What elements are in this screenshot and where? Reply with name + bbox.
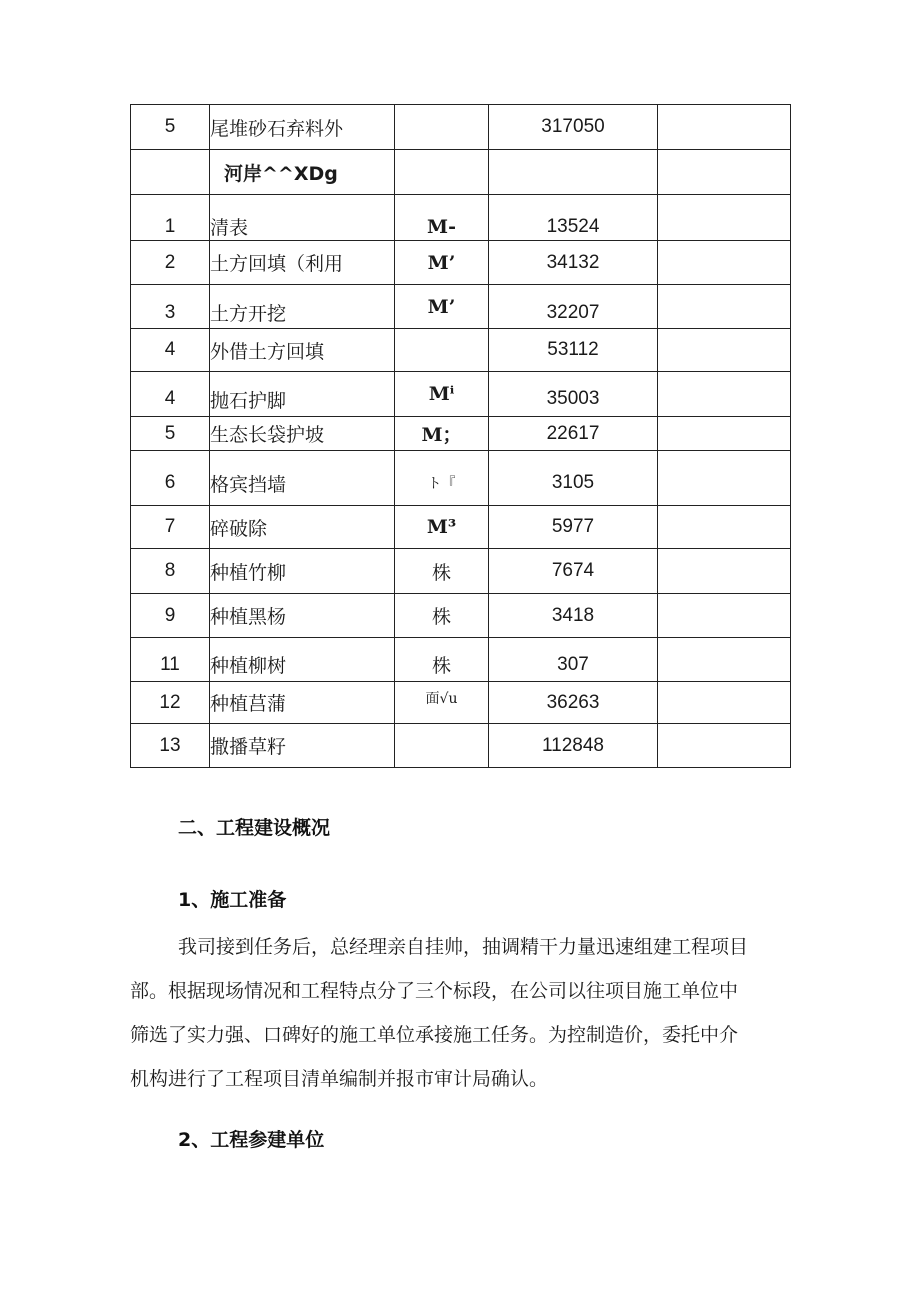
item-quantity [489,150,658,195]
table-row [131,594,791,638]
paragraph-line: 我司接到任务后，总经理亲自挂帅，抽调精干力量迅速组建工程项目 [178,936,749,958]
item-name: 种植竹柳 [210,549,395,594]
item-quantity: 7674 [489,549,658,594]
item-quantity: 13524 [489,195,658,241]
table-row [131,372,791,417]
row-number: 4 [131,372,210,417]
subsection-heading-participants: 2、工程参建单位 [178,1129,325,1151]
paragraph-preparation [130,925,790,1101]
item-quantity: 307 [489,638,658,682]
item-name: 尾堆砂石弃料外 [210,105,395,150]
section-name: 河岸^^XDg [210,150,395,195]
item-unit [395,105,489,150]
table-row [131,105,791,150]
item-unit: 面√u [395,682,489,724]
row-number: 12 [131,682,210,724]
item-name: 外借土方回填 [210,329,395,372]
item-name: 清表 [210,195,395,241]
row-number: 13 [131,724,210,768]
item-quantity: 53112 [489,329,658,372]
row-number: 2 [131,241,210,285]
item-note [658,195,791,241]
item-unit [395,329,489,372]
row-number [131,150,210,195]
item-unit [395,150,489,195]
item-name: 生态长袋护坡 [210,417,395,451]
item-unit: M³ [395,506,489,549]
item-name: 种植黑杨 [210,594,395,638]
item-note [658,329,791,372]
subsection-heading-preparation: 1、施工准备 [178,889,287,911]
item-name: 格宾挡墙 [210,451,395,506]
item-note [658,372,791,417]
item-unit: Mⁱ [395,372,489,417]
item-unit: M- [395,195,489,241]
item-quantity: 3418 [489,594,658,638]
row-number: 9 [131,594,210,638]
item-note [658,285,791,329]
table-row [131,285,791,329]
table-row-section [131,150,791,195]
item-note [658,417,791,451]
table-row [131,682,791,724]
table-row [131,638,791,682]
item-quantity: 32207 [489,285,658,329]
row-number: 5 [131,105,210,150]
item-unit: 株 [395,594,489,638]
item-name: 碎破除 [210,506,395,549]
row-number: 3 [131,285,210,329]
item-note [658,724,791,768]
section-heading: 二、工程建设概况 [178,817,331,839]
paragraph-line: 机构进行了工程项目清单编制并报市审计局确认。 [130,1068,549,1090]
row-number: 6 [131,451,210,506]
item-unit: 株 [395,549,489,594]
item-quantity: 34132 [489,241,658,285]
item-name: 土方回填（利用 [210,241,395,285]
item-name: 种植柳树 [210,638,395,682]
item-unit: M’ [395,241,489,285]
item-note [658,682,791,724]
item-quantity: 36263 [489,682,658,724]
item-quantity: 317050 [489,105,658,150]
row-number: 8 [131,549,210,594]
row-number: 1 [131,195,210,241]
item-unit: ト『 [395,451,489,506]
item-unit: 株 [395,638,489,682]
item-quantity: 22617 [489,417,658,451]
item-quantity: 112848 [489,724,658,768]
item-note [658,150,791,195]
table-row [131,724,791,768]
row-number: 5 [131,417,210,451]
item-note [658,451,791,506]
table-row [131,549,791,594]
item-note [658,549,791,594]
table-row [131,417,791,451]
item-name: 撒播草籽 [210,724,395,768]
item-quantity: 5977 [489,506,658,549]
item-unit: M； [395,417,489,451]
table-row [131,451,791,506]
item-unit: M’ [395,285,489,329]
item-name: 土方开挖 [210,285,395,329]
row-number: 4 [131,329,210,372]
table-row [131,195,791,241]
table-row [131,329,791,372]
item-note [658,241,791,285]
item-note [658,638,791,682]
item-name: 种植莒蒲 [210,682,395,724]
item-quantity: 3105 [489,451,658,506]
paragraph-line: 筛选了实力强、口碑好的施工单位承接施工任务。为控制造价，委托中介 [130,1024,739,1046]
item-unit [395,724,489,768]
table-row [131,506,791,549]
item-name: 抛石护脚 [210,372,395,417]
paragraph-line: 部。根据现场情况和工程特点分了三个标段，在公司以往项目施工单位中 [130,980,739,1002]
item-note [658,594,791,638]
item-note [658,506,791,549]
quantity-table [130,104,791,768]
item-quantity: 35003 [489,372,658,417]
table-row [131,241,791,285]
item-note [658,105,791,150]
row-number: 11 [131,638,210,682]
row-number: 7 [131,506,210,549]
